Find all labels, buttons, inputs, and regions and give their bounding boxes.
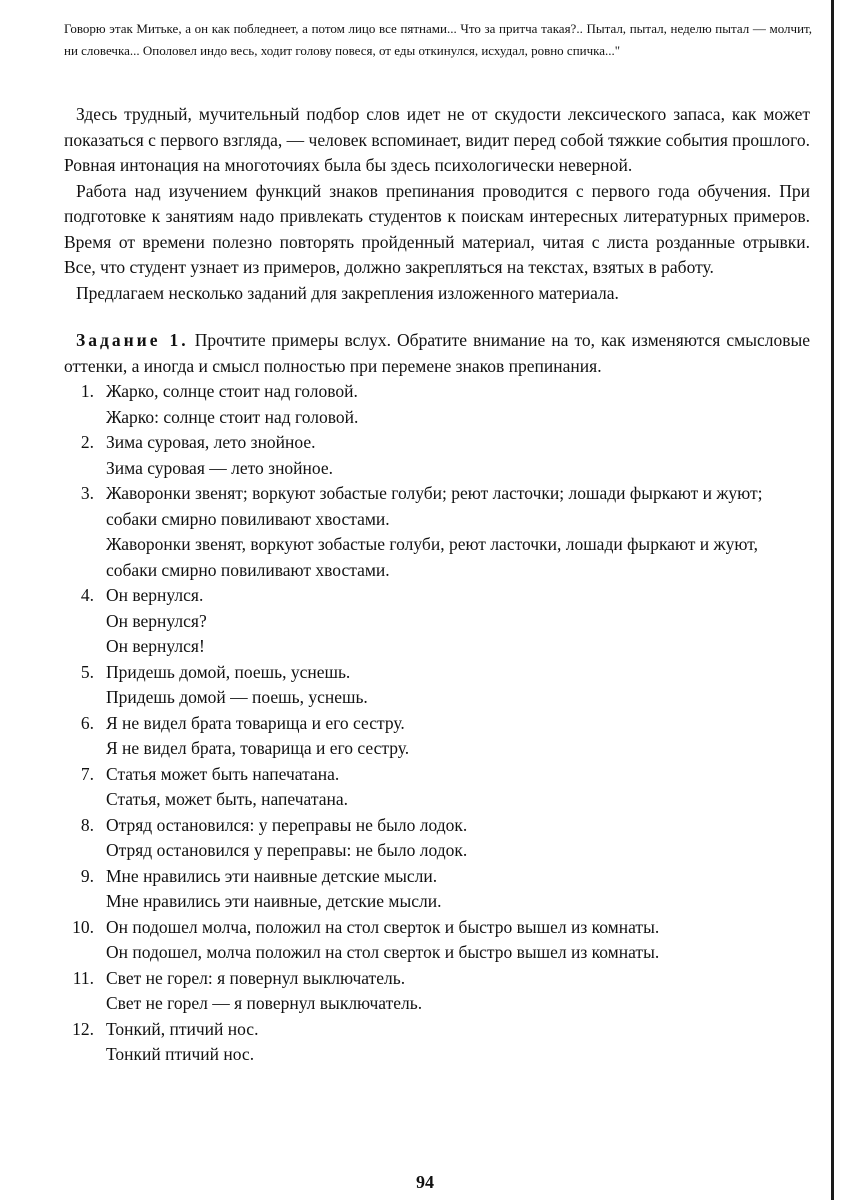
example-line: Придешь домой, поешь, уснешь.	[106, 661, 351, 682]
example-item	[64, 583, 810, 660]
examples-list	[64, 379, 810, 1068]
paragraph: Работа над изучением функций знаков препинания проводится с первого года обучения. При подготовке к занятиям надо привлекать студентов к поискам интересных литературных примеров. Время от времени полезно повторять пройденный материал, читая с листа розданные отрывки. Все, что студент узнает из примеров, должно закрепляться на текстах, взятых в работу.	[64, 180, 810, 277]
example-line: Жарко, солнце стоит над головой.	[106, 381, 358, 401]
example-number: 5.	[80, 661, 94, 682]
example-line: Тонкий птичий нос.	[106, 1044, 255, 1064]
example-item	[64, 864, 810, 915]
example-number: 7.	[80, 763, 94, 784]
example-number: 3.	[80, 483, 94, 503]
example-line: Он вернулся!	[106, 636, 205, 656]
example-line: Я не видел брата товарища и его сестру.	[106, 712, 405, 733]
example-item	[64, 915, 810, 966]
example-line: Он подошел молча, положил на стол сверток и быстро вышел из комнаты.	[106, 916, 660, 937]
task-heading	[64, 328, 810, 379]
example-line: Зима суровая, лето знойное.	[106, 432, 316, 452]
example-number: 9.	[80, 865, 94, 886]
example-number: 12.	[72, 1018, 94, 1039]
task-title: Задание 1.	[76, 330, 189, 350]
example-item	[64, 966, 810, 1017]
example-line: Жаворонки звенят; воркуют зобастые голуби; реют ласточки; лошади фыркают и жуют; собаки смирно повиливают хвостами.	[106, 483, 763, 529]
example-item	[64, 379, 810, 430]
example-number: 6.	[80, 712, 94, 733]
example-item	[64, 813, 810, 864]
example-number: 8.	[80, 814, 94, 835]
margin-line	[831, 0, 834, 1200]
page-number: 94	[416, 1172, 434, 1192]
example-item	[64, 481, 810, 583]
example-line: Придешь домой — поешь, уснешь.	[106, 687, 368, 707]
example-number: 4.	[80, 585, 94, 605]
example-line: Мне нравились эти наивные детские мысли.	[106, 865, 438, 886]
example-line: Жарко: солнце стоит над головой.	[106, 406, 359, 427]
paragraph: Здесь трудный, мучительный подбор слов идет не от скудости лексического запаса, как может показаться с первого взгляда, — человек вспоминает, видит перед собой тяжкие события прошлого. Ровная интонация на многоточиях была бы здесь психологически неверной.	[64, 104, 810, 175]
example-line: Свет не горел — я повернул выключатель.	[106, 993, 423, 1013]
example-line: Я не видел брата, товарища и его сестру.	[106, 738, 410, 758]
main-text	[64, 102, 810, 1068]
example-number: 1.	[80, 381, 94, 401]
example-line: Отряд остановился у переправы: не было лодок.	[106, 840, 468, 860]
example-item	[64, 762, 810, 813]
example-item	[64, 711, 810, 762]
example-item	[64, 430, 810, 481]
example-line: Зима суровая — лето знойное.	[106, 457, 334, 478]
example-number: 11.	[72, 967, 94, 988]
example-number: 2.	[80, 432, 94, 452]
example-line: Жаворонки звенят, воркуют зобастые голуби, реют ласточки, лошади фыркают и жуют, собаки смирно повиливают хвостами.	[106, 534, 758, 580]
example-line: Статья может быть напечатана.	[106, 763, 340, 784]
example-line: Статья, может быть, напечатана.	[106, 789, 348, 809]
example-line: Он подошел, молча положил на стол сверток и быстро вышел из комнаты.	[106, 942, 660, 962]
example-line: Он вернулся.	[106, 585, 204, 605]
task-intro: Прочтите примеры вслух. Обратите внимание на то, как изменяются смысловые оттенки, а иногда и смысл полностью при перемене знаков препинания.	[64, 330, 811, 376]
example-line: Тонкий, птичий нос.	[106, 1018, 259, 1039]
example-line: Он вернулся?	[106, 610, 207, 631]
example-number: 10.	[72, 916, 94, 937]
example-item	[64, 1017, 810, 1068]
quote-excerpt: Говорю этак Митьке, а он как побледнеет, а потом лицо все пятнами... Что за притча такая?.. Пытал, пытал, неделю пытал — молчит, ни словечка... Ополовел индо весь, ходит голову повеся, от еды откинулся, исхудал, ровно спичка..."	[64, 21, 812, 58]
paragraph: Предлагаем несколько заданий для закрепления изложенного материала.	[76, 282, 619, 303]
example-line: Мне нравились эти наивные, детские мысли.	[106, 891, 442, 911]
example-line: Отряд остановился: у переправы не было лодок.	[106, 814, 468, 835]
example-line: Свет не горел: я повернул выключатель.	[106, 967, 406, 988]
example-item	[64, 660, 810, 711]
